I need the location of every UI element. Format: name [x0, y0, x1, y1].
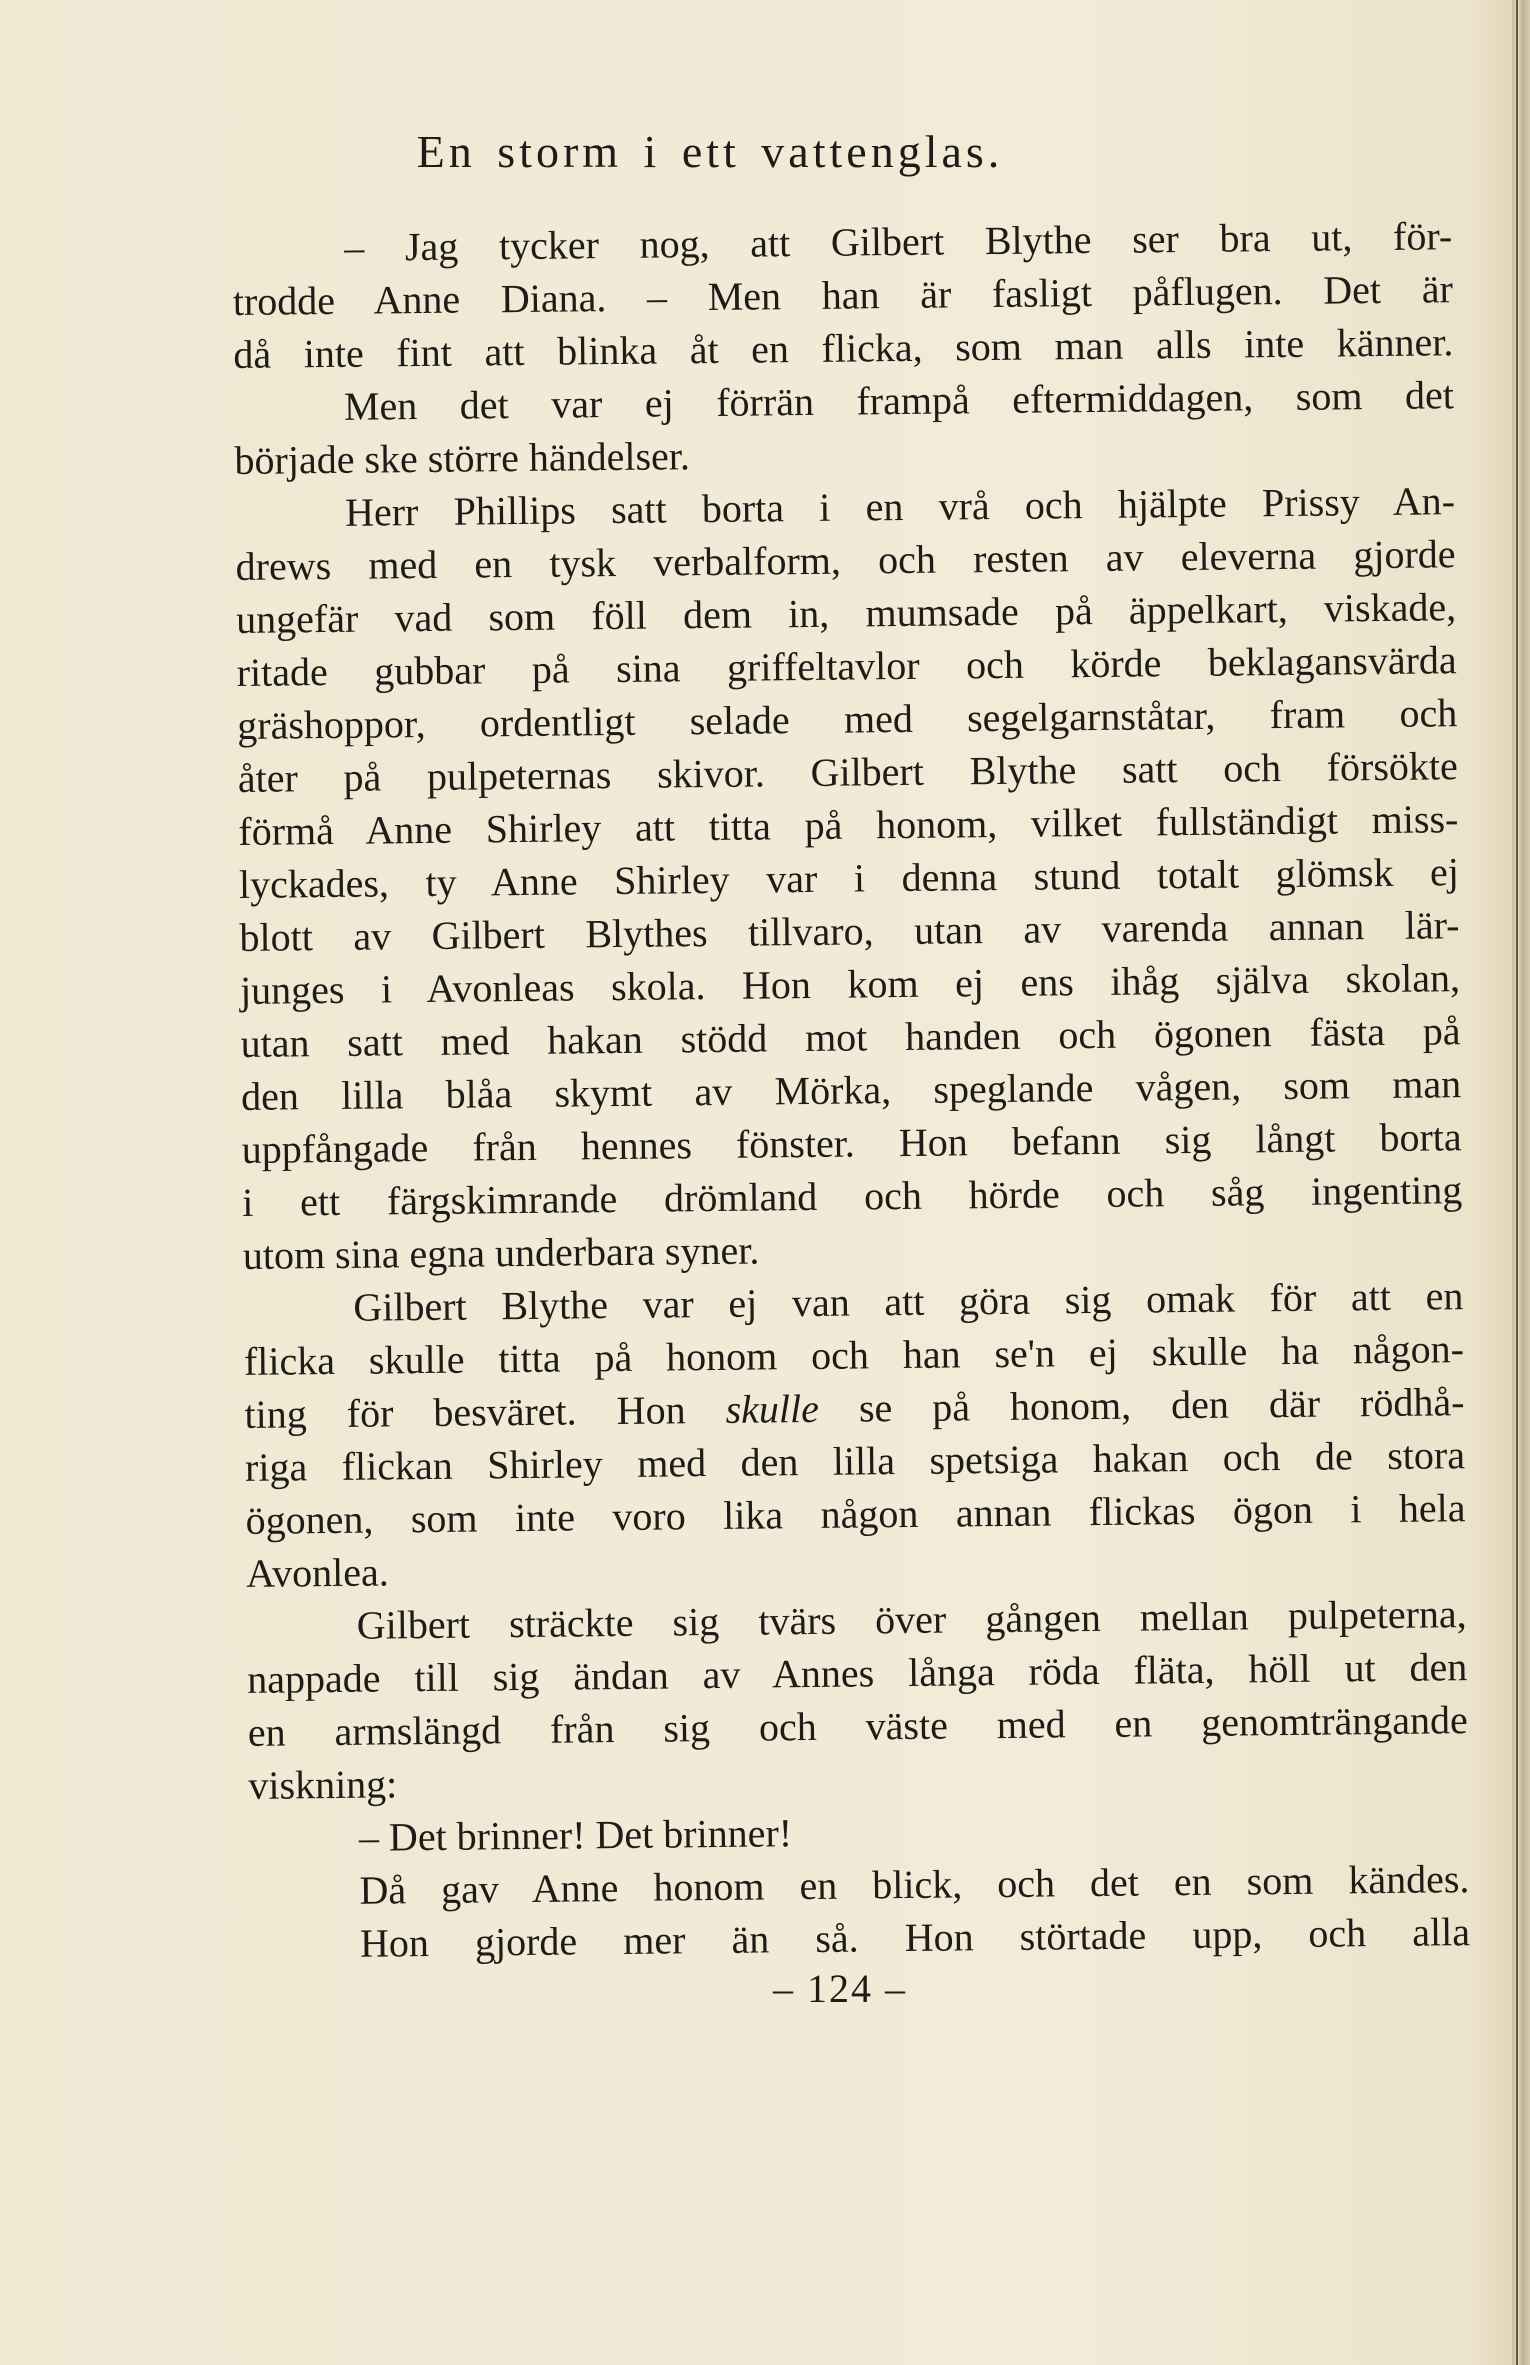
text-line: förmå Anne Shirley att titta på honom, vilket fullständigt miss-	[238, 796, 1459, 854]
body-text	[232, 209, 1470, 1971]
chapter-title: En storm i ett vattenglas.	[416, 126, 1004, 177]
text-line: i ett färgskimrande drömland och hörde och såg ingenting	[242, 1167, 1463, 1225]
text-line: en armslängd från sig och väste med en genomträngande	[247, 1697, 1468, 1755]
text-line: ögonen, som inte voro lika någon annan flickas ögon i hela	[245, 1485, 1466, 1543]
text-line: utan satt med hakan stödd mot handen och ögonen fästa på	[240, 1008, 1461, 1066]
text-line: junges i Avonleas skola. Hon kom ej ens ihåg själva skolan,	[239, 955, 1461, 1013]
text-line: Då gav Anne honom en blick, och det en som kändes.	[359, 1856, 1470, 1913]
text-line: Hon gjorde mer än så. Hon störtade upp, och alla	[359, 1909, 1471, 1966]
text-line: Avonlea.	[245, 1549, 389, 1596]
text-line: den lilla blåa skymt av Mörka, speglande vågen, som man	[240, 1061, 1462, 1119]
text-segment: se på honom, den där rödhå-	[858, 1379, 1465, 1431]
text-line: blott av Gilbert Blythes tillvaro, utan av varenda annan lär-	[239, 902, 1460, 960]
text-line: lyckades, ty Anne Shirley var i denna stund totalt glömsk ej	[238, 849, 1460, 907]
text-line: viskning:	[248, 1761, 398, 1808]
text-line: gräshoppor, ordentligt selade med segelgarnståtar, fram och	[237, 690, 1458, 748]
text-line: Gilbert Blythe var ej van att göra sig omak för att en	[353, 1273, 1464, 1330]
text-segment: ting för besväret. Hon	[244, 1387, 686, 1437]
text-line: då inte fint att blinka åt en flicka, som man alls inte känner.	[233, 319, 1454, 377]
page-number: – 124 –	[773, 1966, 907, 2011]
text-line: trodde Anne Diana. – Men han är fasligt påflugen. Det är	[232, 266, 1454, 324]
text-line: drews med en tysk verbalform, och resten av eleverna gjorde	[235, 531, 1456, 589]
text-line: ungefär vad som föll dem in, mumsade på äppelkart, viskade,	[235, 584, 1457, 642]
text-line: ritade gubbar på sina griffeltavlor och körde beklagansvärda	[236, 637, 1457, 695]
text-line: nappade till sig ändan av Annes långa röda fläta, höll ut den	[247, 1644, 1468, 1702]
text-line: – Det brinner! Det brinner!	[358, 1810, 793, 1860]
text-line: började ske större händelser.	[234, 433, 691, 483]
text-line: uppfångade från hennes fönster. Hon befann sig långt borta	[241, 1114, 1462, 1172]
text-line: flicka skulle titta på honom och han se'n ej skulle ha någon-	[243, 1326, 1465, 1384]
text-line: åter på pulpeternas skivor. Gilbert Blythe satt och försökte	[237, 743, 1458, 801]
text-line: Men det var ej förrän frampå eftermiddagen, som det	[343, 372, 1455, 429]
text-line: utom sina egna underbara syner.	[242, 1227, 760, 1278]
text-line: Gilbert sträckte sig tvärs över gången mellan pulpeterna,	[356, 1591, 1467, 1648]
italic-word: skulle	[725, 1385, 820, 1432]
text-line: Herr Phillips satt borta i en vrå och hjälpte Prissy An-	[344, 478, 1456, 535]
text-line: – Jag tycker nog, att Gilbert Blythe ser bra ut, för-	[344, 213, 1453, 270]
text-line: riga flickan Shirley med den lilla spetsiga hakan och de stora	[244, 1432, 1466, 1490]
